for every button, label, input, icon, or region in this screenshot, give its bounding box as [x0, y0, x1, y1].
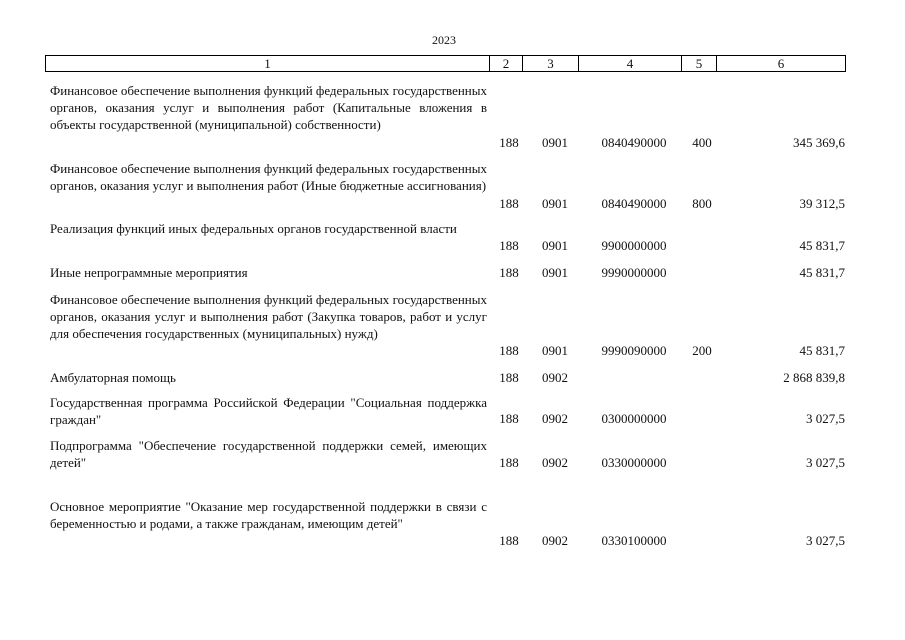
row-gr-code: 188: [499, 411, 519, 426]
row-gr-code: 188: [499, 265, 519, 280]
row-sum: 3 027,5: [806, 533, 845, 548]
row-cs-code: 0330100000: [601, 533, 667, 548]
row-rz-code: 0902: [542, 370, 568, 385]
header-col-1: 1: [46, 56, 490, 71]
row-sum: 45 831,7: [799, 238, 845, 253]
row-gr-code: 188: [499, 533, 519, 548]
row-cs-code: 0840490000: [601, 135, 667, 150]
row-cs-code: 9990090000: [601, 343, 667, 358]
row-sum: 345 369,6: [793, 135, 845, 150]
row-sum: 3 027,5: [806, 455, 845, 470]
row-vr-code: 400: [692, 135, 712, 150]
header-col-4: 4: [579, 56, 682, 71]
row-rz-code: 0902: [542, 411, 568, 426]
table-year-heading: 2023: [432, 33, 456, 47]
header-col-2: 2: [490, 56, 523, 71]
row-sum: 45 831,7: [799, 343, 845, 358]
row-cs-code: 9900000000: [601, 238, 667, 253]
row-description: Иные непрограммные мероприятия: [50, 265, 248, 280]
row-gr-code: 188: [499, 343, 519, 358]
row-gr-code: 188: [499, 135, 519, 150]
row-cs-code: 0300000000: [601, 411, 667, 426]
row-sum: 45 831,7: [799, 265, 845, 280]
row-rz-code: 0901: [542, 238, 568, 253]
row-rz-code: 0901: [542, 265, 568, 280]
row-description: Амбулаторная помощь: [50, 370, 176, 385]
row-vr-code: 800: [692, 196, 712, 211]
row-cs-code: 0840490000: [601, 196, 667, 211]
row-description: Финансовое обеспечение выполнения функций федеральных государственных органов, оказания услуг и выполнения работ (Закупка товаров, работ и услуг для обеспечения государственных (муниципальных) нужд): [50, 292, 487, 341]
row-description: Подпрограмма "Обеспечение государственной поддержки семей, имеющих детей": [50, 438, 487, 470]
row-cs-code: 0330000000: [601, 455, 667, 470]
row-gr-code: 188: [499, 196, 519, 211]
row-rz-code: 0902: [542, 533, 568, 548]
row-cs-code: 9990000000: [601, 265, 667, 280]
row-rz-code: 0901: [542, 196, 568, 211]
row-gr-code: 188: [499, 455, 519, 470]
row-sum: 39 312,5: [799, 196, 845, 211]
row-description: Реализация функций иных федеральных органов государственной власти: [50, 221, 457, 236]
row-sum: 3 027,5: [806, 411, 845, 426]
row-description: Финансовое обеспечение выполнения функций федеральных государственных органов, оказания услуг и выполнения работ (Иные бюджетные ассигнования): [50, 161, 487, 193]
row-sum: 2 868 839,8: [783, 370, 845, 385]
table-header-row: [45, 55, 846, 72]
row-description: Государственная программа Российской Федерации "Социальная поддержка граждан": [50, 395, 487, 427]
row-vr-code: 200: [692, 343, 712, 358]
row-rz-code: 0901: [542, 135, 568, 150]
row-gr-code: 188: [499, 370, 519, 385]
header-col-6: 6: [777, 56, 785, 71]
row-rz-code: 0902: [542, 455, 568, 470]
header-col-5: 5: [682, 56, 717, 71]
row-description: Основное мероприятие "Оказание мер государственной поддержки в связи с беременностью и родами, а также гражданам, имеющим детей": [50, 499, 487, 531]
header-col-3: 3: [523, 56, 579, 71]
row-description: Финансовое обеспечение выполнения функций федеральных государственных органов, оказания услуг и выполнения работ (Капитальные вложения в объекты государственной (муниципальной) собственности): [50, 83, 487, 132]
row-gr-code: 188: [499, 238, 519, 253]
row-rz-code: 0901: [542, 343, 568, 358]
